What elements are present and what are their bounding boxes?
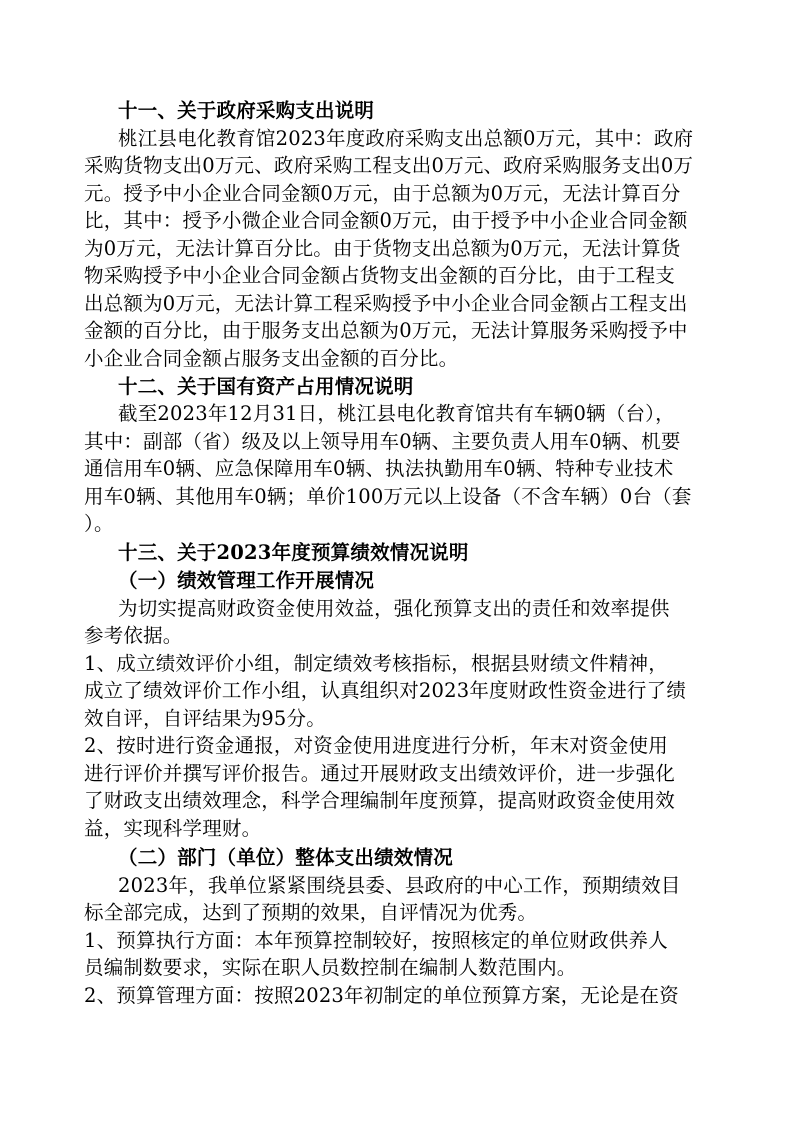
- list-item-line: 2、预算管理方面：按照2023年初制定的单位预算方案，无论是在资: [84, 984, 679, 1007]
- list-item-line: 1、成立绩效评价小组，制定绩效考核指标，根据县财绩文件精神，: [84, 652, 668, 675]
- paragraph-line: 金额的百分比，由于服务支出总额为0万元，无法计算服务采购授予中: [84, 319, 688, 342]
- section-heading-procurement: 十一、关于政府采购支出说明: [118, 99, 375, 122]
- paragraph-line: 了财政支出绩效理念，科学合理编制年度预算，提高财政资金使用效: [84, 789, 676, 812]
- paragraph-line: 物采购授予中小企业合同金额占货物支出金额的百分比，由于工程支: [84, 264, 676, 287]
- paragraph-line: 截至2023年12月31日，桃江县电化教育馆共有车辆0辆（台），: [118, 402, 675, 425]
- paragraph-line: 通信用车0辆、应急保障用车0辆、执法执勤用车0辆、特种专业技术: [84, 457, 674, 480]
- paragraph-line: 元。授予中小企业合同金额0万元，由于总额为0万元，无法计算百分: [84, 182, 681, 205]
- list-item-line: 2、按时进行资金通报，对资金使用进度进行分析，年末对资金使用: [84, 734, 668, 757]
- paragraph-line: 标全部完成，达到了预期的效果，自评情况为优秀。: [84, 901, 538, 924]
- paragraph-line: 益，实现科学理财。: [84, 817, 262, 840]
- paragraph-line: ）。: [84, 512, 114, 535]
- paragraph-line: 进行评价并撰写评价报告。通过开展财政支出绩效评价，进一步强化: [84, 762, 676, 785]
- paragraph-line: 2023年，我单位紧紧围绕县委、县政府的中心工作，预期绩效目: [118, 874, 681, 897]
- list-item-line: 1、预算执行方面：本年预算控制较好，按照核定的单位财政供养人: [84, 929, 668, 952]
- paragraph-line: 员编制数要求，实际在职人员数控制在编制人数范围内。: [84, 956, 577, 979]
- section-heading-assets: 十二、关于国有资产占用情况说明: [118, 375, 414, 398]
- paragraph-line: 效自评，自评结果为95分。: [84, 707, 326, 730]
- paragraph-line: 为切实提高财政资金使用效益，强化预算支出的责任和效率提供: [118, 597, 670, 620]
- paragraph-line: 参考依据。: [84, 624, 183, 647]
- section-heading-performance: 十三、关于2023年度预算绩效情况说明: [118, 541, 469, 564]
- paragraph-line: 出总额为0万元，无法计算工程采购授予中小企业合同金额占工程支出: [84, 292, 688, 315]
- paragraph-line: 采购货物支出0万元、政府采购工程支出0万元、政府采购服务支出0万: [84, 154, 694, 177]
- paragraph-line: 桃江县电化教育馆2023年度政府采购支出总额0万元，其中：政府: [118, 127, 694, 150]
- paragraph-line: 其中：副部（省）级及以上领导用车0辆、主要负责人用车0辆、机要: [84, 430, 681, 453]
- subsection-heading-overall: （二）部门（单位）整体支出绩效情况: [118, 846, 453, 869]
- paragraph-line: 成立了绩效评价工作小组，认真组织对2023年度财政性资金进行了绩: [84, 679, 687, 702]
- paragraph-line: 用车0辆、其他用车0辆；单价100万元以上设备（不含车辆）0台（套: [84, 485, 692, 508]
- subsection-heading-management: （一）绩效管理工作开展情况: [118, 569, 375, 592]
- paragraph-line: 小企业合同金额占服务支出金额的百分比。: [84, 347, 459, 370]
- paragraph-line: 为0万元，无法计算百分比。由于货物支出总额为0万元，无法计算货: [84, 237, 681, 260]
- paragraph-line: 比，其中：授予小微企业合同金额0万元，由于授予中小企业合同金额: [84, 209, 688, 232]
